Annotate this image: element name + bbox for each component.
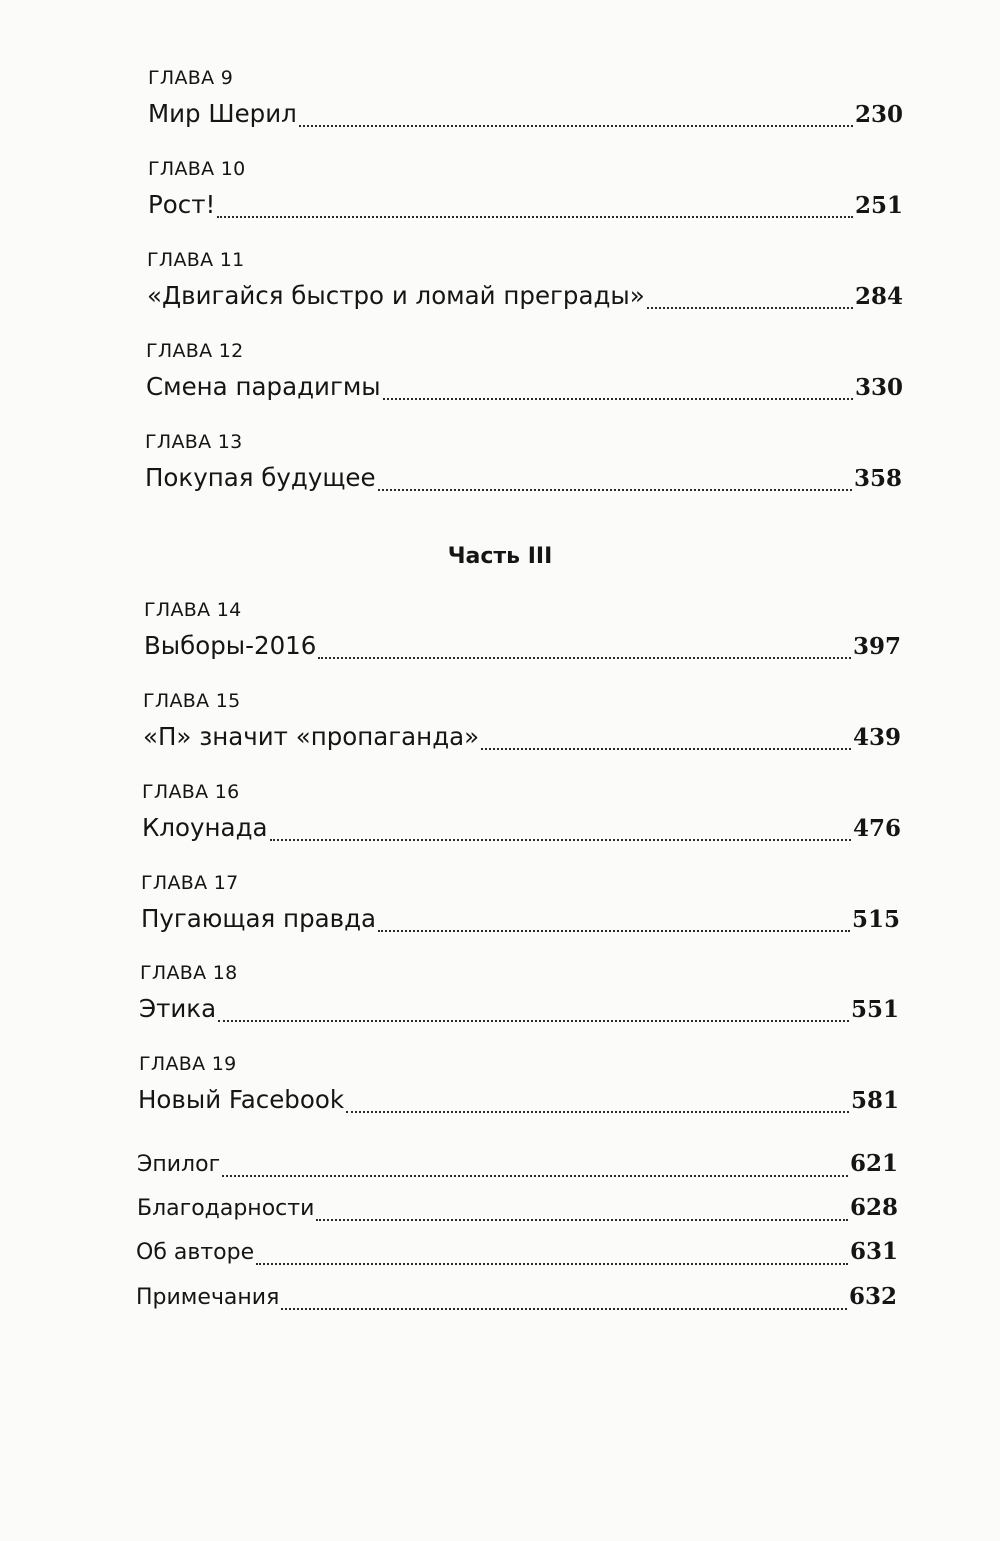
entry-title: Об авторе (136, 1240, 255, 1265)
part-heading: Часть III (447, 544, 553, 569)
toc-entry[interactable] (143, 719, 901, 755)
chapter-title: Клоунада (142, 813, 268, 842)
chapter-title: «Двигайся быстро и ломай преграды» (147, 281, 645, 310)
dot-leader (281, 1308, 847, 1310)
dot-leader (316, 1219, 848, 1221)
page-number: 251 (854, 192, 903, 219)
chapter-label: ГЛАВА 13 (145, 431, 243, 453)
entry-title: Благодарности (137, 1196, 315, 1221)
toc-entry[interactable] (145, 460, 902, 496)
chapter-title: Смена парадигмы (146, 372, 381, 401)
chapter-label: ГЛАВА 14 (144, 599, 242, 621)
dot-leader (346, 1111, 849, 1113)
chapter-label: ГЛАВА 11 (147, 249, 245, 271)
chapter-label: ГЛАВА 19 (139, 1053, 237, 1075)
page-number: 628 (849, 1194, 898, 1221)
page-number: 581 (850, 1087, 899, 1114)
toc-entry[interactable] (147, 278, 903, 314)
page-number: 621 (849, 1150, 898, 1177)
chapter-label: ГЛАВА 17 (141, 872, 239, 894)
chapter-label: ГЛАВА 16 (142, 781, 240, 803)
entry-title: Эпилог (137, 1152, 221, 1177)
chapter-label: ГЛАВА 15 (143, 690, 241, 712)
chapter-title: Мир Шерил (148, 99, 297, 128)
dot-leader (270, 839, 851, 841)
dot-leader (318, 657, 851, 659)
page-number: 284 (854, 283, 903, 310)
toc-entry[interactable] (141, 901, 900, 937)
toc-entry[interactable] (148, 187, 903, 223)
page-number: 632 (848, 1283, 897, 1310)
toc-entry[interactable] (144, 628, 901, 664)
toc-entry[interactable] (138, 1082, 899, 1118)
dot-leader (481, 748, 851, 750)
toc-entry[interactable] (142, 810, 901, 846)
page-number: 551 (850, 996, 899, 1023)
page-number: 358 (853, 465, 902, 492)
page-number: 330 (854, 374, 903, 401)
dot-leader (299, 125, 853, 127)
dot-leader (222, 1175, 848, 1177)
chapter-label: ГЛАВА 9 (148, 67, 234, 89)
dot-leader (383, 398, 853, 400)
toc-entry[interactable] (148, 96, 903, 132)
page-number: 439 (852, 724, 901, 751)
chapter-title: Этика (139, 994, 217, 1023)
page-number: 230 (854, 101, 903, 128)
dot-leader (378, 930, 850, 932)
entry-title: Примечания (136, 1285, 280, 1310)
chapter-title: Покупая будущее (145, 463, 376, 492)
toc-entry-notes[interactable] (136, 1279, 897, 1315)
dot-leader (256, 1263, 848, 1265)
chapter-title: Новый Facebook (138, 1085, 345, 1114)
page-number: 515 (851, 906, 900, 933)
page-number: 476 (852, 815, 901, 842)
chapter-title: Рост! (148, 190, 216, 219)
dot-leader (378, 489, 852, 491)
toc-entry[interactable] (139, 991, 899, 1027)
toc-entry-epilogue[interactable] (137, 1146, 898, 1182)
chapter-label: ГЛАВА 18 (140, 962, 238, 984)
chapter-title: «П» значит «пропаганда» (143, 722, 480, 751)
page-number: 631 (849, 1238, 898, 1265)
dot-leader (647, 307, 853, 309)
toc-entry[interactable] (146, 369, 903, 405)
toc-entry-about-author[interactable] (136, 1234, 898, 1270)
chapter-label: ГЛАВА 10 (148, 158, 246, 180)
toc-entry-acknowledgements[interactable] (137, 1190, 898, 1226)
page-number: 397 (852, 633, 901, 660)
dot-leader (217, 216, 853, 218)
chapter-label: ГЛАВА 12 (146, 340, 244, 362)
chapter-title: Выборы-2016 (144, 631, 317, 660)
chapter-title: Пугающая правда (141, 904, 377, 933)
dot-leader (218, 1020, 849, 1022)
